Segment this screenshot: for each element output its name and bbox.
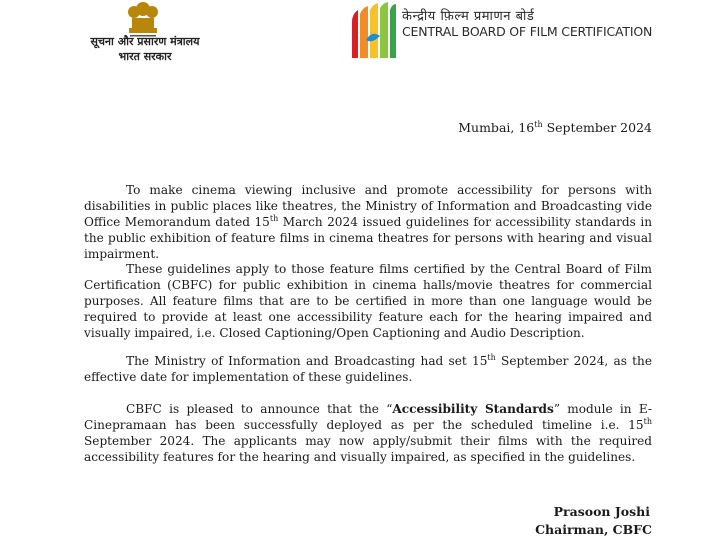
board-name-english: CENTRAL BOARD OF FILM CERTIFICATION	[402, 24, 653, 39]
paragraph-1: To make cinema viewing inclusive and promote accessibility for persons with disabilities in public places like theatres, the Ministry of Information and Broadcasting vide Office Memorandum dated 15th March 2024 issued guidelines for accessibility standards in the public exhibition of feature films in cinema theatres for persons with hearing and visual impairment.	[84, 183, 652, 261]
letter-date: Mumbai, 16th September 2024	[458, 120, 652, 135]
signatory-title: Chairman, CBFC	[535, 522, 652, 537]
ministry-name	[70, 34, 220, 64]
paragraph-2: These guidelines apply to those feature films certified by the Central Board of Film Certification (CBFC) for public exhibition in cinema halls/movie theatres for commercial purposes. All feature films that are to be certified in more than one language would be required to provide at least one accessibility feature each for the hearing impaired and visually impaired, i.e. Closed Captioning/Open Captioning and Audio Description.	[84, 262, 652, 340]
paragraph-4: CBFC is pleased to announce that the “Accessibility Standards” module in E-Cinepramaan has been successfully deployed as per the scheduled timeline i.e. 15th September 2024. The applicants may now apply/submit their films with the required accessibility features for the hearing and visually impaired, as specified in the guidelines.	[84, 402, 652, 464]
board-name-hindi: केन्द्रीय फ़िल्म प्रमाणन बोर्ड	[402, 9, 535, 24]
cbfc-logo-icon	[346, 0, 402, 60]
ministry-line-1: सूचना और प्रसारण मंत्रालय	[90, 35, 200, 48]
paragraph-3: The Ministry of Information and Broadcasting had set 15th September 2024, as the effective date for implementation of these guidelines.	[84, 353, 652, 384]
signatory-name: Prasoon Joshi	[553, 504, 650, 519]
ministry-line-2: भारत सरकार	[118, 50, 172, 63]
